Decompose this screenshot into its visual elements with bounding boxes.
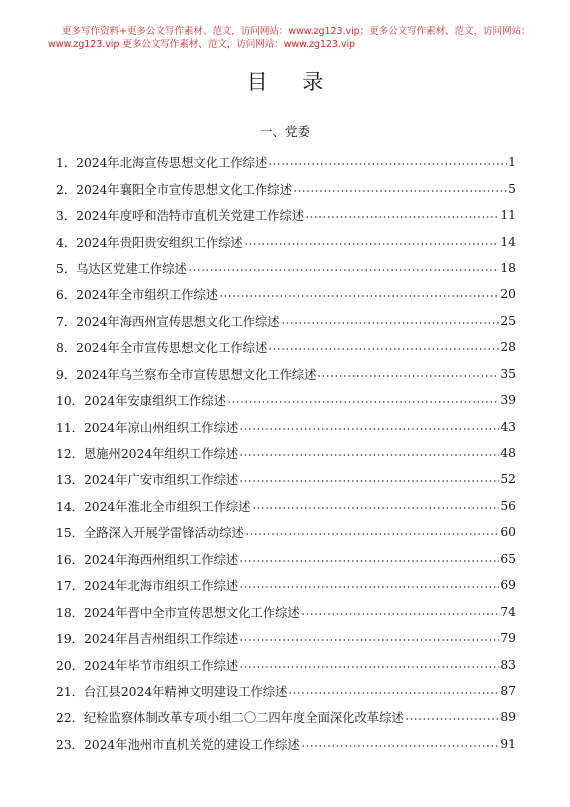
toc-entry-page: 43 [500, 419, 516, 434]
toc-entry-title: 全路深入开展学雷锋活动综述 [83, 526, 244, 541]
toc-entry-title: 2024年全市组织工作综述 [76, 288, 219, 303]
toc-entry-title: 2024年池州市直机关党的建设工作综述 [83, 737, 300, 752]
toc-entry-number: 4． [56, 235, 77, 250]
toc-leader-dots [244, 242, 500, 246]
toc-entry-number: 5． [56, 261, 77, 276]
toc-entry-title: 2024年凉山州组织工作综述 [83, 420, 239, 435]
toc-entry-number: 7． [56, 314, 77, 329]
toc-entry-title: 2024年北海宣传思想文化工作综述 [76, 156, 268, 171]
toc-entry-number: 9． [56, 367, 77, 382]
toc-entry-page: 14 [500, 234, 516, 249]
toc-entry-page: 79 [500, 631, 516, 646]
toc-leader-dots [239, 585, 499, 589]
toc-entry-page: 20 [500, 287, 516, 302]
toc-entry-page: 5 [508, 181, 516, 196]
toc-leader-dots [188, 268, 500, 272]
toc-leader-dots [301, 612, 500, 616]
toc-entry-title: 2024年昌吉州组织工作综述 [83, 632, 239, 647]
toc-entry-page: 28 [500, 340, 516, 355]
toc-leader-dots [268, 162, 507, 166]
toc-entry[interactable] [56, 387, 516, 413]
toc-entry-title: 2024年晋中全市宣传思想文化工作综述 [83, 605, 300, 620]
toc-entry-number: 14． [56, 499, 84, 514]
toc-entry-page: 25 [500, 313, 516, 328]
toc-entry-number: 20． [56, 658, 84, 673]
toc-entry[interactable] [56, 625, 516, 651]
toc-entry-page: 74 [500, 604, 516, 619]
toc-entry[interactable] [56, 598, 516, 624]
toc-entry[interactable] [56, 255, 516, 281]
watermark-line: www.zg123.vip 更多公文写作素材、范文，访问网站：www.zg123.vip [48, 38, 355, 50]
toc-entry-number: 16． [56, 552, 84, 567]
toc-entry-title: 2024年襄阳全市宣传思想文化工作综述 [76, 182, 292, 197]
toc-entry[interactable] [56, 440, 516, 466]
toc-entry-number: 6． [56, 288, 77, 303]
toc-entry[interactable] [56, 572, 516, 598]
toc-entry-number: 21． [56, 684, 84, 699]
page-title: 目 录 [246, 70, 338, 94]
toc-leader-dots [293, 189, 507, 193]
toc-leader-dots [219, 294, 499, 298]
toc-entry-number: 8． [56, 341, 77, 356]
toc-entry-number: 13． [56, 473, 84, 488]
toc-entry[interactable] [56, 413, 516, 439]
toc-entry-number: 11． [56, 420, 84, 435]
toc-entry[interactable] [56, 466, 516, 492]
toc-entry-title: 2024年海西州组织工作综述 [83, 552, 239, 567]
toc-entry[interactable] [56, 651, 516, 677]
watermark-banner [48, 26, 532, 51]
toc-entry[interactable] [56, 149, 516, 175]
toc-entry-page: 18 [500, 260, 516, 275]
toc-leader-dots [301, 744, 500, 748]
toc-entry-page: 69 [500, 578, 516, 593]
toc-leader-dots [405, 717, 500, 721]
toc-entry[interactable] [56, 308, 516, 334]
toc-entry-title: 2024年度呼和浩特市直机关党建工作综述 [76, 209, 305, 224]
toc-leader-dots [281, 321, 500, 325]
toc-entry-page: 83 [500, 657, 516, 672]
toc-leader-dots [268, 347, 499, 351]
toc-entry-number: 19． [56, 632, 84, 647]
toc-leader-dots [239, 479, 499, 483]
toc-leader-dots [227, 400, 499, 404]
toc-entry-number: 15． [56, 526, 84, 541]
toc-entry-page: 60 [500, 525, 516, 540]
toc-entry[interactable] [56, 228, 516, 254]
toc-entry[interactable] [56, 493, 516, 519]
toc-entry-page: 1 [508, 155, 516, 170]
toc-entry-title: 2024年贵阳贵安组织工作综述 [76, 235, 243, 250]
toc-entry[interactable] [56, 202, 516, 228]
toc-entry-page: 65 [500, 551, 516, 566]
toc-entry-page: 56 [500, 498, 516, 513]
toc-entry-title: 2024年广安市组织工作综述 [83, 473, 239, 488]
toc-entry-number: 10． [56, 394, 84, 409]
toc-entry-title: 2024年毕节市组织工作综述 [83, 658, 239, 673]
toc-entry[interactable] [56, 731, 516, 757]
toc-leader-dots [317, 374, 499, 378]
toc-leader-dots [305, 215, 499, 219]
toc-entry[interactable] [56, 361, 516, 387]
toc-entry-number: 22． [56, 711, 84, 726]
toc-entry-title: 2024年全市宣传思想文化工作综述 [76, 341, 268, 356]
toc-leader-dots [239, 427, 499, 431]
toc-entry-title: 恩施州2024年组织工作综述 [83, 447, 239, 462]
toc-leader-dots [239, 559, 499, 563]
toc-entry-title: 2024年北海市组织工作综述 [83, 579, 239, 594]
toc-entry[interactable] [56, 281, 516, 307]
toc-entry-page: 87 [500, 683, 516, 698]
toc-entry-number: 17． [56, 579, 84, 594]
toc-entry-number: 18． [56, 605, 84, 620]
toc-entry-number: 2． [56, 182, 77, 197]
toc-leader-dots [239, 453, 499, 457]
toc-entry-number: 12． [56, 447, 84, 462]
toc-entry-title: 2024年淮北全市组织工作综述 [83, 499, 251, 514]
toc-entry-page: 89 [500, 710, 516, 725]
section-heading: 一、党委 [259, 124, 310, 139]
toc-entry-page: 91 [500, 736, 516, 751]
toc-entry[interactable] [56, 546, 516, 572]
toc-leader-dots [245, 532, 500, 536]
toc-entry[interactable] [56, 678, 516, 704]
toc-entry[interactable] [56, 175, 516, 201]
toc-entry-title: 乌达区党建工作综述 [76, 261, 187, 276]
toc-leader-dots [252, 506, 500, 510]
table-of-contents [56, 149, 516, 757]
toc-entry-page: 48 [500, 446, 516, 461]
toc-entry-number: 23． [56, 737, 84, 752]
toc-leader-dots [239, 638, 499, 642]
toc-entry[interactable] [56, 334, 516, 360]
toc-entry[interactable] [56, 704, 516, 730]
toc-entry-title: 纪检监察体制改革专项小组二〇二四年度全面深化改革综述 [83, 711, 404, 726]
toc-entry-number: 3． [56, 209, 77, 224]
toc-entry-page: 35 [500, 366, 516, 381]
toc-leader-dots [239, 665, 499, 669]
toc-entry-title: 2024年海西州宣传思想文化工作综述 [76, 314, 280, 329]
toc-entry-page: 39 [500, 393, 516, 408]
toc-leader-dots [288, 691, 499, 695]
toc-entry-number: 1． [56, 156, 77, 171]
toc-entry-title: 2024年乌兰察布全市宣传思想文化工作综述 [76, 367, 317, 382]
toc-entry-title: 2024年安康组织工作综述 [83, 394, 226, 409]
toc-entry-title: 台江县2024年精神文明建设工作综述 [83, 684, 288, 699]
toc-entry-page: 11 [500, 208, 516, 223]
toc-entry-page: 52 [500, 472, 516, 487]
watermark-line: 更多写作资料+更多公文写作素材、范文，访问网站：www.zg123.vip；更多公文写作素材、范文，访问网站： [62, 26, 531, 37]
toc-entry[interactable] [56, 519, 516, 545]
